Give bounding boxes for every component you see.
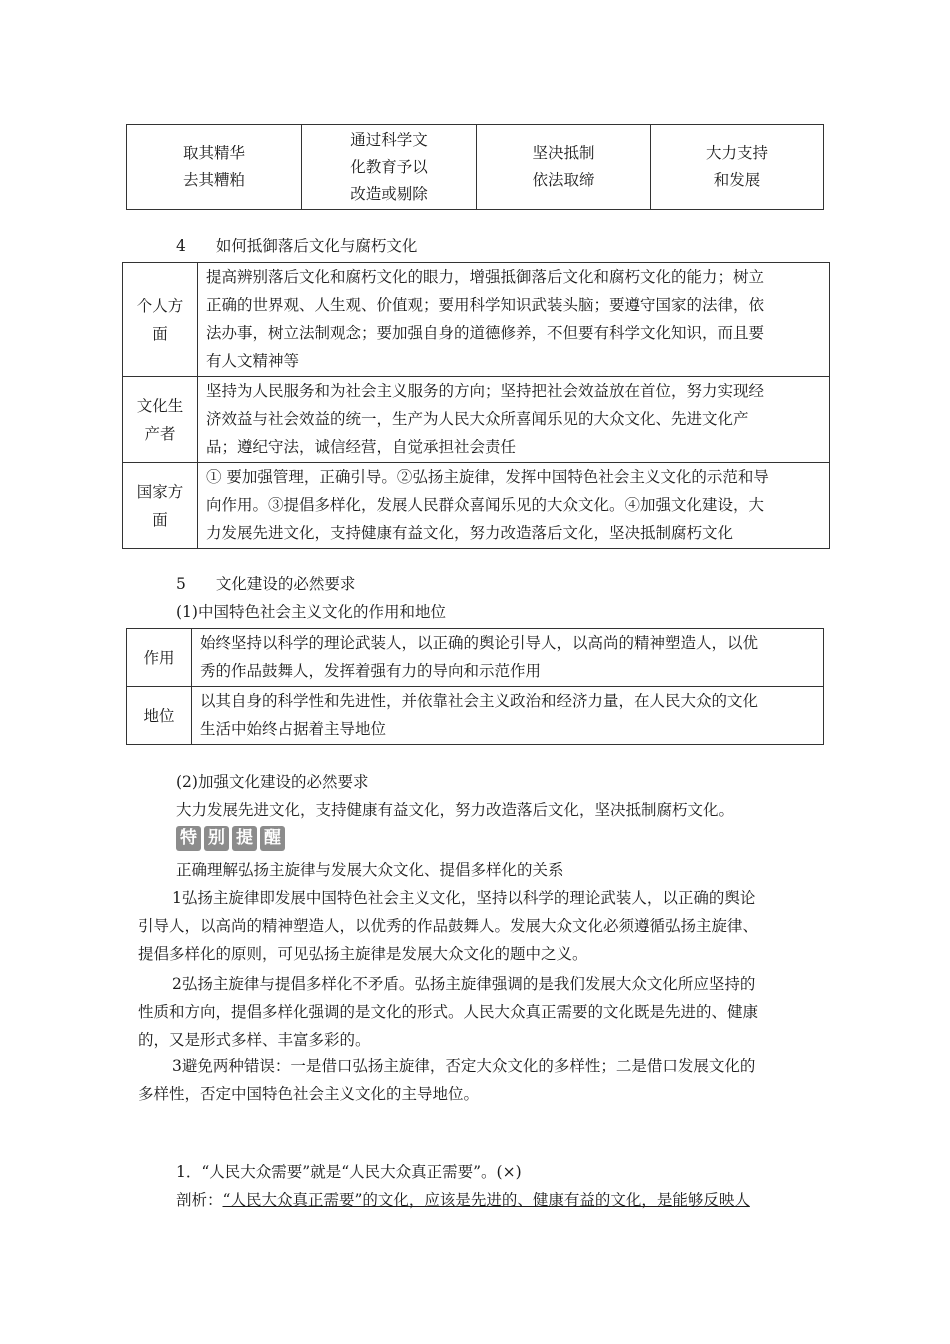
reminder-p2-line2: 性质和方向，提倡多样化强调的是文化的形式。人民大众真正需要的文化既是先进的、健康	[138, 1003, 759, 1021]
reminder-p1-line2: 引导人，以高尚的精神塑造人，以优秀的作品鼓舞人。发展大众文化必须遵循弘扬主旋律、	[138, 917, 759, 935]
role-status-table	[126, 628, 824, 745]
section5-sub1: (1)中国特色社会主义文化的作用和地位	[176, 603, 446, 621]
reminder-p1-line3: 提倡多样化的原则，可见弘扬主旋律是发展大众文化的题中之义。	[138, 945, 588, 963]
top-cell-3: 坚决抵制 依法取缔	[477, 125, 651, 210]
table-row	[123, 463, 830, 549]
row-label: 地位	[127, 687, 192, 745]
section5-sub2: (2)加强文化建设的必然要求	[176, 773, 369, 791]
badge-char: 特	[176, 826, 201, 851]
p2-number: 2	[172, 975, 182, 993]
question-1-analysis	[176, 1186, 750, 1214]
p1-number: 1	[172, 889, 182, 907]
badge-char: 醒	[260, 826, 285, 851]
badge-char: 提	[232, 826, 257, 851]
row-label: 个人方 面	[123, 263, 198, 377]
table-row	[123, 263, 830, 377]
row-content: 坚持为人民服务和为社会主义服务的方向；坚持把社会效益放在首位，努力实现经 济效益与社会效益的统一，生产为人民大众所喜闻乐见的大众文化、先进文化产 品；遵纪守法，诚信经营，自觉承担社会责任	[198, 377, 830, 463]
reminder-p1-line1: 1弘扬主旋律即发展中国特色社会主义文化，坚持以科学的理论武装人，以正确的舆论	[172, 889, 756, 907]
top-cell-4: 大力支持 和发展	[651, 125, 824, 210]
table-row	[127, 687, 824, 745]
top-cell-2: 通过科学文 化教育予以 改造或剔除	[302, 125, 477, 210]
row-content: 提高辨别落后文化和腐朽文化的眼力，增强抵御落后文化和腐朽文化的能力；树立 正确的世界观、人生观、价值观；要用科学知识武装头脑；要遵守国家的法律，依 法办事，树立法制观念；要加强自身的道德修养，不但要有科学文化知识，而且要 有人文精神等	[198, 263, 830, 377]
reminder-p3-line2: 多样性，否定中国特色社会主义文化的主导地位。	[138, 1085, 480, 1103]
row-label: 作用	[127, 629, 192, 687]
section4-heading: 4 如何抵御落后文化与腐朽文化	[176, 237, 418, 255]
row-content: 以其自身的科学性和先进性，并依靠社会主义政治和经济力量，在人民大众的文化 生活中始终占据着主导地位	[192, 687, 824, 745]
p3-number: 3	[172, 1057, 182, 1075]
row-content: 始终坚持以科学的理论武装人，以正确的舆论引导人，以高尚的精神塑造人，以优 秀的作品鼓舞人，发挥着强有力的导向和示范作用	[192, 629, 824, 687]
row-label: 国家方 面	[123, 463, 198, 549]
analysis-text: “人民大众真正需要”的文化，应该是先进的、健康有益的文化，是能够反映人	[222, 1191, 750, 1209]
special-reminder-badge	[176, 826, 285, 852]
analysis-label: 剖析：	[176, 1191, 223, 1209]
table-row	[123, 377, 830, 463]
reminder-p2-line1: 2弘扬主旋律与提倡多样化不矛盾。弘扬主旋律强调的是我们发展大众文化所应坚持的	[172, 975, 756, 993]
section5-heading: 5 文化建设的必然要求	[176, 575, 356, 593]
reminder-p3-line1: 3避免两种错误：一是借口弘扬主旋律，否定大众文化的多样性；二是借口发展文化的	[172, 1057, 756, 1075]
row-content: ① 要加强管理，正确引导。②弘扬主旋律，发挥中国特色社会主义文化的示范和导 向作用。③提倡多样化，发展人民群众喜闻乐见的大众文化。④加强文化建设，大 力发展先进文化，支持健康有益文化，努力改造落后文化，坚决抵制腐朽文化	[198, 463, 830, 549]
reminder-title: 正确理解弘扬主旋律与发展大众文化、提倡多样化的关系	[176, 861, 564, 879]
reminder-p2-line3: 的，又是形式多样、丰富多彩的。	[138, 1031, 371, 1049]
top-cell-1: 取其精华 去其糟粕	[127, 125, 302, 210]
section5-sub2-text: 大力发展先进文化，支持健康有益文化，努力改造落后文化，坚决抵制腐朽文化。	[176, 801, 735, 819]
table-row	[127, 629, 824, 687]
comparison-table-top	[126, 124, 824, 210]
badge-char: 别	[204, 826, 229, 851]
resist-culture-table	[122, 262, 830, 549]
row-label: 文化生 产者	[123, 377, 198, 463]
question-1: 1．“人民大众需要”就是“人民大众真正需要”。(×)	[176, 1163, 522, 1181]
